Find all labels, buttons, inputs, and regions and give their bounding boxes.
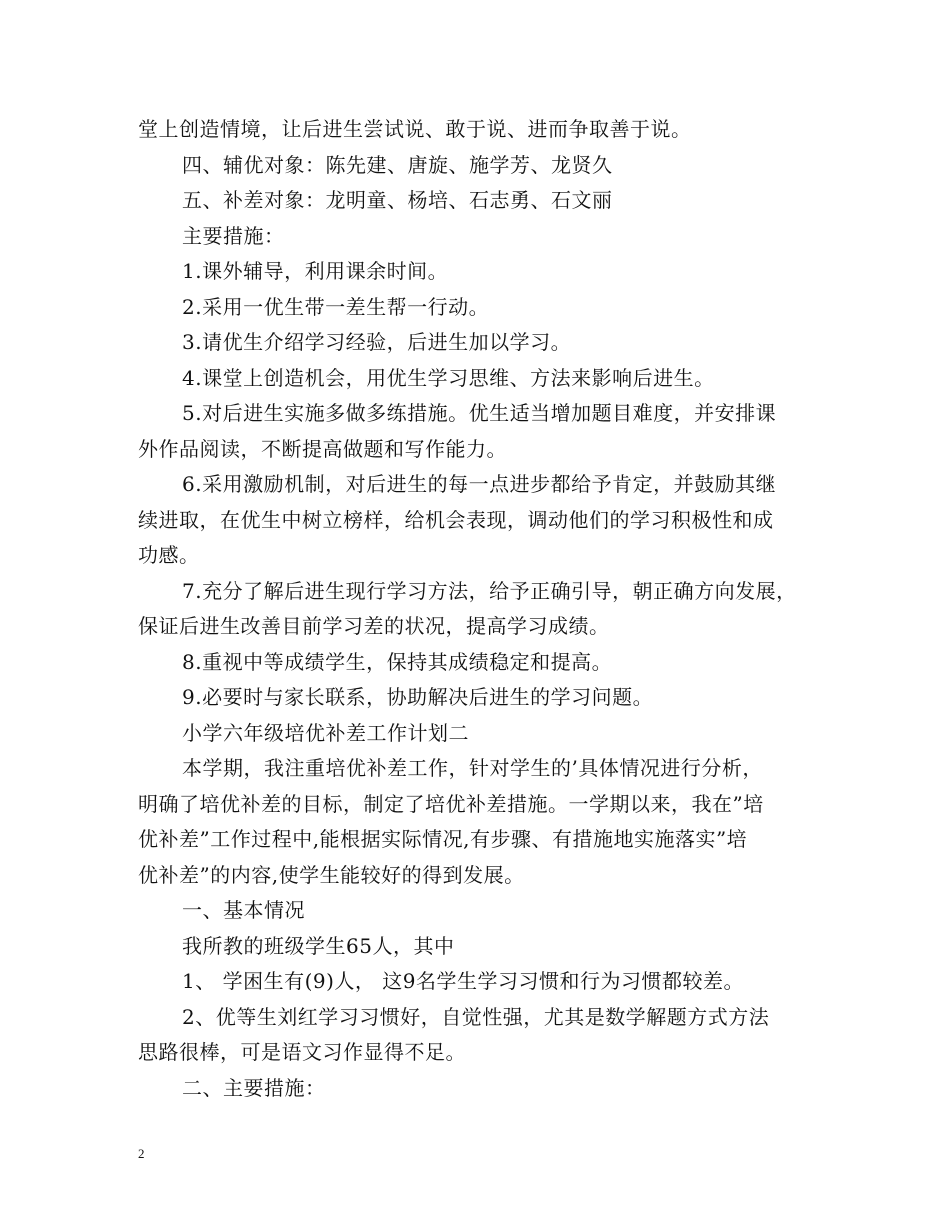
document-body [138,112,828,1106]
page-number: 2 [138,1146,145,1161]
section-heading: 二、主要措施： [182,1075,326,1100]
document-title: 小学六年级培优补差工作计划二 [182,720,469,745]
paragraph-line: 堂上创造情境，让后进生尝试说、敢于说、进而争取善于说。 [138,117,692,141]
list-item: 7.充分了解后进生现行学习方法，给予正确引导，朝正确方向发展， [182,578,797,603]
paragraph-line: 四、辅优对象：陈先建、唐旋、施学芳、龙贤久 [182,152,613,177]
paragraph-line: 本学期，我注重培优补差工作，针对学生的’具体情况进行分析， [182,756,763,780]
list-item: 1、 学困生有(9)人， 这9名学生学习习惯和行为习惯都较差。 [182,969,744,993]
paragraph-line: 优补差”的内容,使学生能较好的得到发展。 [138,862,525,887]
list-item: 1.课外辅导，利用课余时间。 [182,259,449,283]
list-item-continuation: 功感。 [138,543,200,567]
list-item: 4.课堂上创造机会，用优生学习思维、方法来影响后进生。 [182,365,715,390]
list-item-continuation: 思路很棒，可是语文习作显得不足。 [138,1040,466,1064]
list-item: 9.必要时与家长联系，协助解决后进生的学习问题。 [182,685,654,709]
list-item: 8.重视中等成绩学生，保持其成绩稳定和提高。 [182,649,613,674]
list-item: 3.请优生介绍学习经验，后进生加以学习。 [182,330,572,354]
list-item: 5.对后进生实施多做多练措施。优生适当增加题目难度，并安排课 [182,401,777,425]
paragraph-line: 明确了培优补差的目标，制定了培优补差措施。一学期以来，我在”培 [138,791,764,816]
list-item-continuation: 外作品阅读，不断提高做题和写作能力。 [138,436,507,461]
paragraph-line: 五、补差对象：龙明童、杨培、石志勇、石文丽 [182,188,613,212]
list-item-continuation: 续进取，在优生中树立榜样，给机会表现，调动他们的学习积极性和成 [138,507,774,532]
section-heading: 一、基本情况 [182,898,305,922]
paragraph-line: 优补差”工作过程中,能根据实际情况,有步骤、有措施地实施落实”培 [138,827,748,851]
list-item: 2.采用一优生带一差生帮一行动。 [182,294,490,319]
list-item-continuation: 保证后进生改善目前学习差的状况，提高学习成绩。 [138,614,610,638]
section-heading: 主要措施： [182,223,285,248]
paragraph-line: 我所教的班级学生65人，其中 [182,933,455,958]
list-item: 6.采用激励机制，对后进生的每一点进步都给予肯定，并鼓励其继 [182,472,777,496]
list-item: 2、优等生刘红学习习惯好，自觉性强，尤其是数学解题方式方法 [182,1004,770,1029]
